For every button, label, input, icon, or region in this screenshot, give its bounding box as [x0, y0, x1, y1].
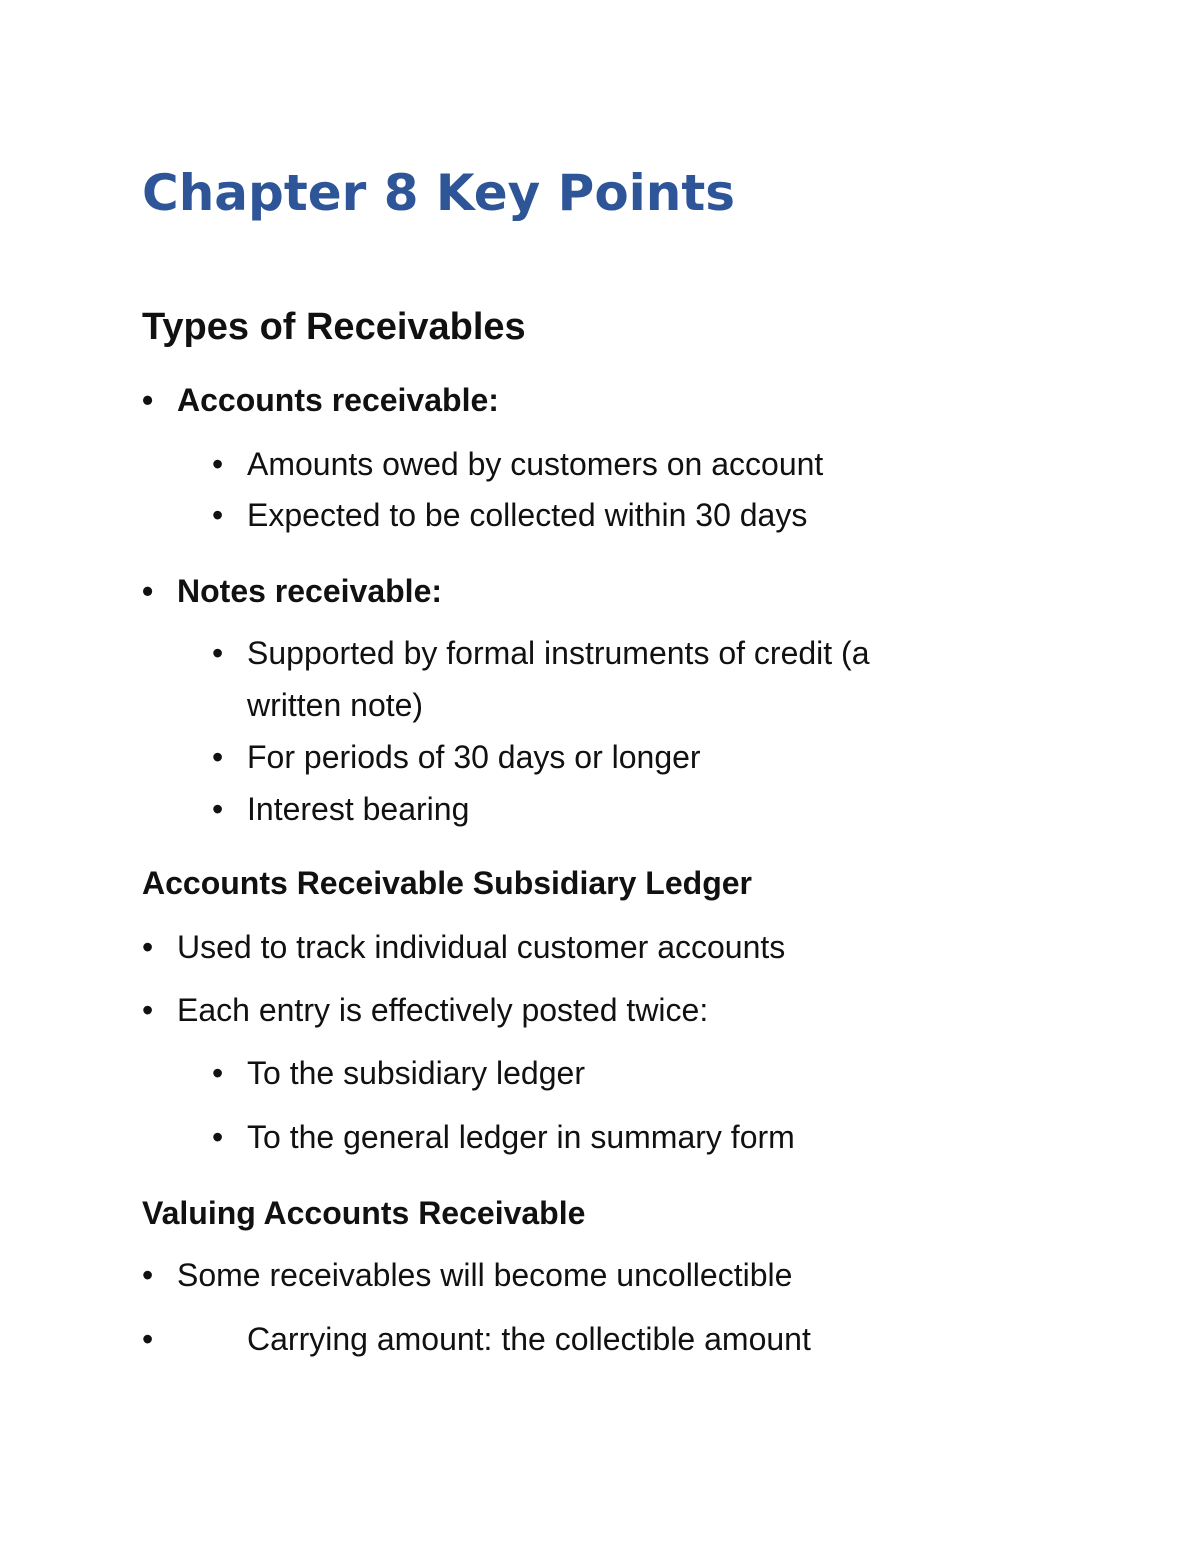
sub-list-item-text: For periods of 30 days or longer	[247, 739, 701, 775]
sub-list-item-text: Supported by formal instruments of credit (a	[247, 635, 870, 671]
bullet-icon: •	[142, 1257, 154, 1293]
bullet-icon: •	[212, 1119, 224, 1155]
list-item-text: Some receivables will become uncollectible	[177, 1257, 793, 1293]
bullet-icon: •	[212, 1055, 224, 1091]
heading-subsidiary-ledger: Accounts Receivable Subsidiary Ledger	[142, 865, 752, 901]
list-item-text: Used to track individual customer accounts	[177, 929, 786, 965]
sub-list-item-text: Expected to be collected within 30 days	[247, 497, 808, 533]
list-item-text: Carrying amount: the collectible amount	[247, 1321, 811, 1357]
bullet-icon: •	[142, 573, 154, 609]
sub-list-item-text: To the general ledger in summary form	[247, 1119, 795, 1155]
sub-list-item-text: Interest bearing	[247, 791, 470, 827]
list-item-label: Notes receivable:	[177, 573, 443, 609]
sub-list-item-text: Amounts owed by customers on account	[247, 446, 824, 482]
sub-list-item-text: To the subsidiary ledger	[247, 1055, 585, 1091]
section-heading-types: Types of Receivables	[142, 306, 526, 348]
list-item-label: Accounts receivable:	[177, 382, 499, 418]
bullet-icon: •	[212, 791, 224, 827]
bullet-icon: •	[142, 1321, 154, 1357]
bullet-icon: •	[142, 929, 154, 965]
bullet-icon: •	[142, 382, 154, 418]
bullet-icon: •	[142, 992, 154, 1028]
bullet-icon: •	[212, 497, 224, 533]
heading-valuing: Valuing Accounts Receivable	[142, 1195, 586, 1231]
bullet-icon: •	[212, 446, 224, 482]
list-item-text: Each entry is effectively posted twice:	[177, 992, 709, 1028]
sub-list-item-text: written note)	[247, 687, 424, 723]
bullet-icon: •	[212, 739, 224, 775]
bullet-icon: •	[212, 635, 224, 671]
page-title: Chapter 8 Key Points	[142, 164, 736, 222]
